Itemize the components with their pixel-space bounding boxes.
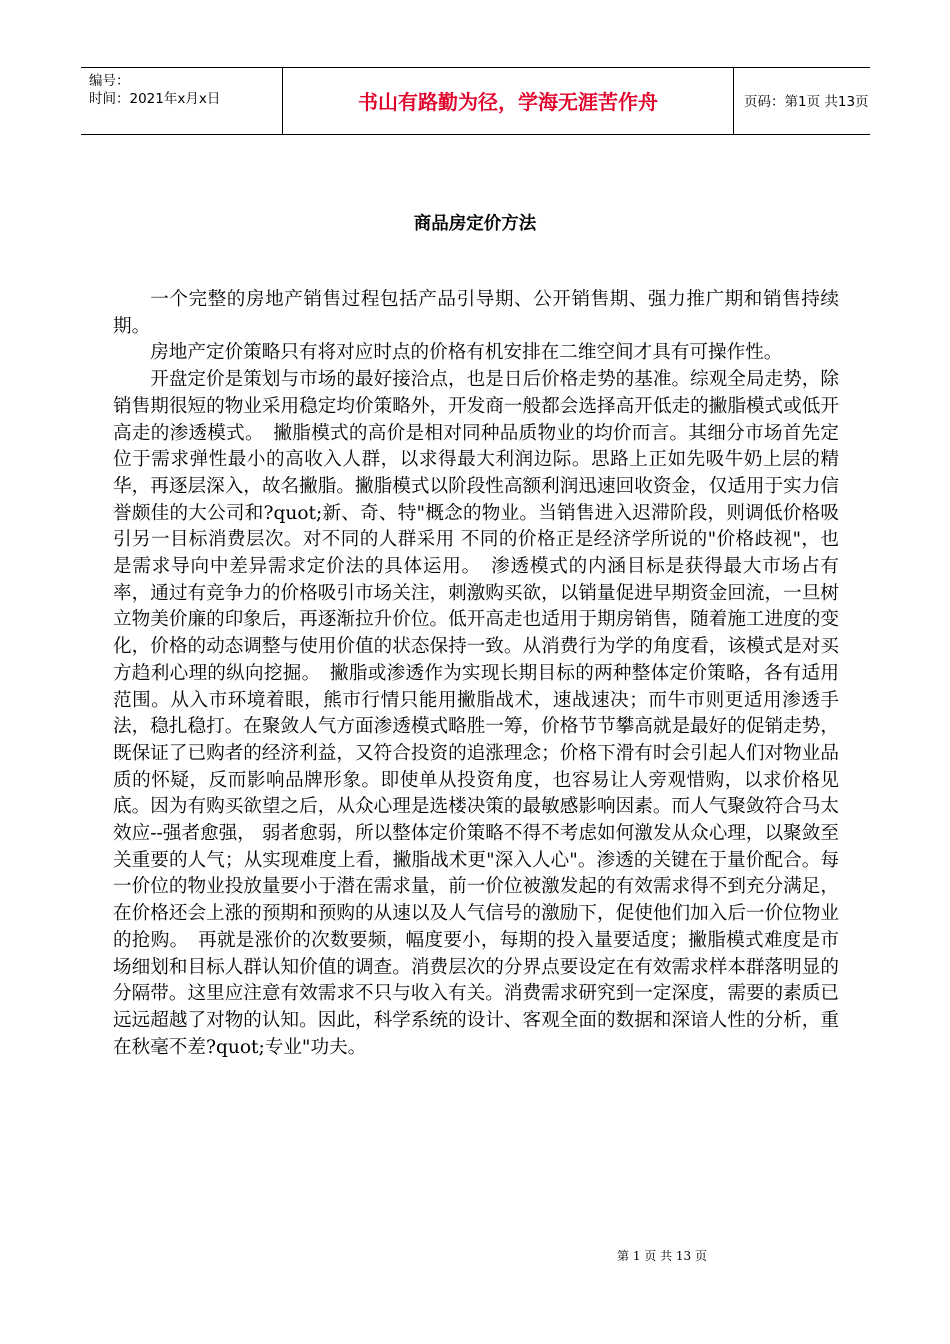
header-page-info: 页码：第1页 共13页 xyxy=(744,94,869,110)
document-number-label: 编号： xyxy=(89,73,130,89)
header-motto-cell xyxy=(282,68,734,134)
document-header xyxy=(81,67,870,135)
paragraph: 一个完整的房地产销售过程包括产品引导期、公开销售期、强力推广期和销售持续期。 xyxy=(113,289,839,337)
header-motto: 书山有路勤为径，学海无涯苦作舟 xyxy=(358,90,658,114)
document-body xyxy=(113,287,839,1061)
document-title: 商品房定价方法 xyxy=(413,214,537,234)
paragraph: 房地产定价策略只有将对应时点的价格有机安排在二维空间才具有可操作性。 xyxy=(150,342,783,364)
header-meta-cell xyxy=(81,68,282,134)
header-page-cell xyxy=(734,68,870,134)
document-time-label: 时间：2021年x月x日 xyxy=(89,91,221,107)
paragraph: 开盘定价是策划与市场的最好接洽点，也是日后价格走势的基准。综观全局走势，除销售期很短的物业采用稳定均价策略外，开发商一般都会选择高开低走的撇脂模式或低开高走的渗透模式。 撇脂模式的高价是相对同种品质物业的均价而言。其细分市场首先定位于需求弹性最小的高收入人群，以求得最大利润边际。思路上正如先吸牛奶上层的精华，再逐层深入，故名撇脂。撇脂模式以阶段性高额利润迅速回收资金，仅适用于实力信誉颇佳的大公司和?quot;新、奇、特"概念的物业。当销售进入迟滞阶段，则调低价格吸引另一目标消费层次。对不同的人群采用 不同的价格正是经济学所说的"价格歧视"，也是需求导向中差异需求定价法的具体运用。 渗透模式的内涵目标是获得最大市场占有率，通过有竞争力的价格吸引市场关注，刺激购买欲，以销量促进早期资金回流，一旦树立物美价廉的印象后，再逐渐拉升价位。低开高走也适用于期房销售，随着施工进度的变化，价格的动态调整与使用价值的状态保持一致。从消费行为学的角度看，该模式是对买方趋利心理的纵向挖掘。 撇脂或渗透作为实现长期目标的两种整体定价策略，各有适用范围。从入市环境着眼，熊市行情只能用撇脂战术，速战速决；而牛市则更适用渗透手法，稳扎稳打。在聚敛人气方面渗透模式略胜一筹，价格节节攀高就是最好的促销走势，既保证了已购者的经济利益，又符合投资的追涨理念；价格下滑有时会引起人们对物业品质的怀疑，反而影响品牌形象。即使单从投资角度，也容易让人旁观惜购，以求价格见底。因为有购买欲望之后，从众心理是选楼决策的最敏感影响因素。而人气聚敛符合马太效应--强者愈强， 弱者愈弱，所以整体定价策略不得不考虑如何激发从众心理，以聚敛至关重要的人气；从实现难度上看，撇脂战术更"深入人心"。渗透的关键在于量价配合。每一价位的物业投放量要小于潜在需求量，前一价位被激发起的有效需求得不到充分满足，在价格还会上涨的预期和预购的从速以及人气信号的激励下，促使他们加入后一价位物业的抢购。 再就是涨价的次数要频，幅度要小，每期的投入量要适度；撇脂模式难度是市场细划和目标人群认知价值的调查。消费层次的分界点要设定在有效需求样本群落明显的分隔带。这里应注意有效需求不只与收入有关。消费需求研究到一定深度，需要的素质已远远超越了对物的认知。因此，科学系统的设计、客观全面的数据和深谙人性的分析，重在秋毫不差?quot;专业"功夫。 xyxy=(113,369,839,1058)
page-footer: 第 1 页 共 13 页 xyxy=(617,1249,707,1263)
